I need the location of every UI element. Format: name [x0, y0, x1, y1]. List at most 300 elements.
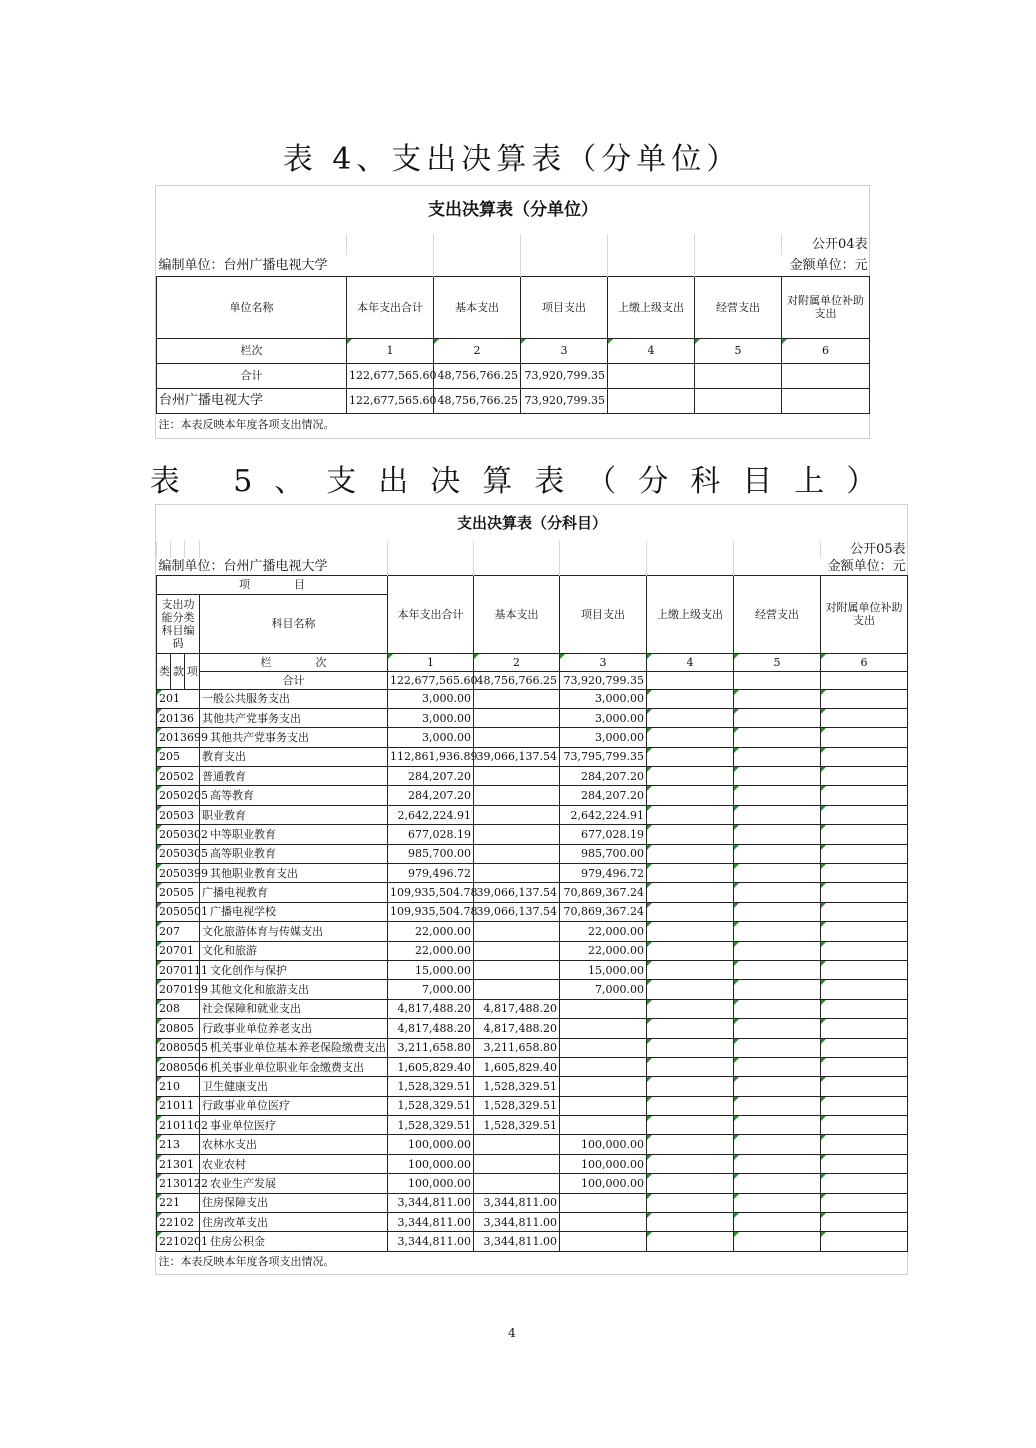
- row-code: 2070111: [157, 960, 200, 979]
- row-basic: [474, 844, 560, 863]
- table5-index-cell: 2: [474, 653, 560, 671]
- row-basic: [474, 922, 560, 941]
- row-business: [734, 767, 821, 786]
- table-row: [157, 805, 908, 824]
- table4-row-total: 122,677,565.60: [347, 388, 434, 413]
- row-project: [560, 1232, 647, 1251]
- table-row: [157, 747, 908, 766]
- row-subsidy: [821, 805, 908, 824]
- table5-index-cell: 6: [821, 653, 908, 671]
- row-business: [734, 805, 821, 824]
- row-upper: [647, 902, 734, 921]
- row-business: [734, 864, 821, 883]
- row-upper: [647, 1019, 734, 1038]
- table-row: [157, 363, 870, 388]
- row-name: 农业农村: [200, 1154, 388, 1173]
- table-row: [157, 883, 908, 902]
- row-project: [560, 1213, 647, 1232]
- table5-header-business: 经营支出: [734, 575, 821, 653]
- row-business: [734, 1038, 821, 1057]
- row-code: 2101102: [157, 1116, 200, 1135]
- table5-header-kuan: 款: [171, 653, 185, 689]
- row-business: [734, 786, 821, 805]
- table5-header-upper: 上缴上级支出: [647, 575, 734, 653]
- row-name: 中等职业教育: [200, 825, 388, 844]
- row-upper: [647, 1077, 734, 1096]
- row-name: 行政事业单位医疗: [200, 1096, 388, 1115]
- row-project: 100,000.00: [560, 1174, 647, 1193]
- row-project: 985,700.00: [560, 844, 647, 863]
- row-upper: [647, 689, 734, 708]
- table-row: [157, 1019, 908, 1038]
- row-business: [734, 1232, 821, 1251]
- table-row: [157, 388, 870, 413]
- row-name: 文化创作与保护: [200, 960, 388, 979]
- row-basic: [474, 689, 560, 708]
- row-basic: 3,344,811.00: [474, 1213, 560, 1232]
- page-number: 4: [508, 1326, 516, 1340]
- table-row: [157, 1213, 908, 1232]
- row-total: 3,211,658.80: [388, 1038, 474, 1057]
- row-basic: 39,066,137.54: [474, 883, 560, 902]
- row-name: 住房保障支出: [200, 1193, 388, 1212]
- table-row: [157, 1154, 908, 1173]
- row-name: 机关事业单位基本养老保险缴费支出: [200, 1038, 388, 1057]
- row-subsidy: [821, 844, 908, 863]
- row-upper: [647, 1038, 734, 1057]
- row-business: [734, 1019, 821, 1038]
- row-basic: [474, 825, 560, 844]
- table5-header-code: 支出功能分类科目编码: [157, 594, 200, 653]
- table-row: [157, 786, 908, 805]
- row-basic: 3,211,658.80: [474, 1038, 560, 1057]
- table4-heading: 表 4、支出决算表（分单位）: [282, 142, 742, 177]
- row-total: 15,000.00: [388, 960, 474, 979]
- row-project: 73,795,799.35: [560, 747, 647, 766]
- row-subsidy: [821, 708, 908, 727]
- row-basic: [474, 941, 560, 960]
- row-code: 2080506: [157, 1057, 200, 1076]
- table5-header-basic: 基本支出: [474, 575, 560, 653]
- row-subsidy: [821, 825, 908, 844]
- row-project: 7,000.00: [560, 980, 647, 999]
- row-project: [560, 1116, 647, 1135]
- table-row: [157, 1135, 908, 1154]
- row-project: [560, 1096, 647, 1115]
- table4-code: 公开04表: [782, 234, 870, 255]
- row-code: 2013699: [157, 728, 200, 747]
- row-basic: 3,344,811.00: [474, 1232, 560, 1251]
- row-basic: 1,605,829.40: [474, 1057, 560, 1076]
- row-basic: 1,528,329.51: [474, 1116, 560, 1135]
- row-subsidy: [821, 1038, 908, 1057]
- row-total: 1,605,829.40: [388, 1057, 474, 1076]
- row-total: 3,000.00: [388, 728, 474, 747]
- row-code: 20136: [157, 708, 200, 727]
- row-upper: [647, 941, 734, 960]
- row-business: [734, 1077, 821, 1096]
- row-subsidy: [821, 922, 908, 941]
- table5-total-project: 73,920,799.35: [560, 671, 647, 689]
- row-code: 2080505: [157, 1038, 200, 1057]
- table4-row-total: 122,677,565.60: [347, 363, 434, 388]
- row-code: 2050305: [157, 844, 200, 863]
- row-total: 100,000.00: [388, 1174, 474, 1193]
- table5-index-row: [157, 653, 908, 671]
- row-subsidy: [821, 1174, 908, 1193]
- row-name: 一般公共服务支出: [200, 689, 388, 708]
- table5-code: 公开05表: [821, 541, 908, 558]
- row-business: [734, 689, 821, 708]
- row-name: 事业单位医疗: [200, 1116, 388, 1135]
- row-upper: [647, 980, 734, 999]
- row-subsidy: [821, 1213, 908, 1232]
- table4-grid: [156, 186, 870, 435]
- row-total: 112,861,936.89: [388, 747, 474, 766]
- table5-heading: 表 5、支出决算表（分科目上）: [149, 464, 899, 499]
- row-upper: [647, 728, 734, 747]
- row-upper: [647, 960, 734, 979]
- row-total: 1,528,329.51: [388, 1116, 474, 1135]
- row-code: 21301: [157, 1154, 200, 1173]
- row-business: [734, 999, 821, 1018]
- row-upper: [647, 825, 734, 844]
- row-name: 教育支出: [200, 747, 388, 766]
- row-project: 22,000.00: [560, 941, 647, 960]
- row-project: 100,000.00: [560, 1135, 647, 1154]
- row-upper: [647, 844, 734, 863]
- row-name: 卫生健康支出: [200, 1077, 388, 1096]
- row-business: [734, 980, 821, 999]
- row-project: 284,207.20: [560, 786, 647, 805]
- row-project: 22,000.00: [560, 922, 647, 941]
- table4-index-row: [157, 338, 870, 363]
- table4-sheet: [155, 185, 870, 439]
- row-subsidy: [821, 902, 908, 921]
- row-business: [734, 825, 821, 844]
- row-basic: [474, 960, 560, 979]
- row-name: 广播电视教育: [200, 883, 388, 902]
- row-name: 广播电视学校: [200, 902, 388, 921]
- row-code: 21011: [157, 1096, 200, 1115]
- row-project: [560, 999, 647, 1018]
- table-row: [157, 999, 908, 1018]
- table-row: [157, 864, 908, 883]
- row-project: 3,000.00: [560, 728, 647, 747]
- row-basic: 4,817,488.20: [474, 1019, 560, 1038]
- table4-header-total: 本年支出合计: [347, 276, 434, 338]
- table4-index-cell: 3: [521, 338, 608, 363]
- row-total: 100,000.00: [388, 1154, 474, 1173]
- row-upper: [647, 805, 734, 824]
- row-total: 22,000.00: [388, 941, 474, 960]
- table5-header-xiang: 项: [185, 653, 200, 689]
- row-project: 979,496.72: [560, 864, 647, 883]
- row-upper: [647, 1057, 734, 1076]
- row-business: [734, 941, 821, 960]
- row-code: 213: [157, 1135, 200, 1154]
- row-business: [734, 747, 821, 766]
- table5-unit-label: 编制单位：台州广播电视大学: [158, 558, 328, 574]
- table-row: [157, 922, 908, 941]
- row-subsidy: [821, 864, 908, 883]
- row-subsidy: [821, 1057, 908, 1076]
- row-total: 4,817,488.20: [388, 1019, 474, 1038]
- table-row: [157, 1057, 908, 1076]
- row-name: 职业教育: [200, 805, 388, 824]
- table5-note: 注：本表反映本年度各项支出情况。: [158, 1255, 335, 1269]
- row-total: 3,344,811.00: [388, 1232, 474, 1251]
- row-upper: [647, 1116, 734, 1135]
- row-total: 109,935,504.78: [388, 902, 474, 921]
- row-business: [734, 902, 821, 921]
- table4-index-label: 栏次: [157, 338, 347, 363]
- row-name: 机关事业单位职业年金缴费支出: [200, 1057, 388, 1076]
- row-code: 205: [157, 747, 200, 766]
- table5-total-label: 合计: [200, 671, 388, 689]
- row-name: 住房改革支出: [200, 1213, 388, 1232]
- table-row: [157, 1232, 908, 1251]
- table-row: [157, 960, 908, 979]
- row-business: [734, 1174, 821, 1193]
- row-subsidy: [821, 883, 908, 902]
- table-row: [157, 728, 908, 747]
- row-business: [734, 708, 821, 727]
- row-business: [734, 922, 821, 941]
- row-upper: [647, 864, 734, 883]
- table-row: [157, 1116, 908, 1135]
- row-business: [734, 728, 821, 747]
- row-project: 3,000.00: [560, 689, 647, 708]
- table4-index-cell: 5: [695, 338, 782, 363]
- table4-index-cell: 1: [347, 338, 434, 363]
- row-name: 普通教育: [200, 767, 388, 786]
- table4-row-basic: 48,756,766.25: [434, 388, 521, 413]
- row-basic: 4,817,488.20: [474, 999, 560, 1018]
- row-project: 15,000.00: [560, 960, 647, 979]
- table5-index-label: 栏 次: [200, 653, 388, 671]
- row-name: 其他文化和旅游支出: [200, 980, 388, 999]
- table4-amount-unit: 金额单位：元: [789, 257, 868, 273]
- row-name: 住房公积金: [200, 1232, 388, 1251]
- row-name: 农林水支出: [200, 1135, 388, 1154]
- row-project: [560, 1019, 647, 1038]
- row-name: 其他共产党事务支出: [200, 728, 388, 747]
- row-basic: [474, 786, 560, 805]
- row-total: 100,000.00: [388, 1135, 474, 1154]
- row-subsidy: [821, 941, 908, 960]
- row-subsidy: [821, 689, 908, 708]
- row-name: 高等教育: [200, 786, 388, 805]
- row-total: 3,344,811.00: [388, 1193, 474, 1212]
- row-upper: [647, 767, 734, 786]
- row-project: [560, 1038, 647, 1057]
- row-upper: [647, 1193, 734, 1212]
- row-subsidy: [821, 1193, 908, 1212]
- row-code: 2050501: [157, 902, 200, 921]
- row-upper: [647, 1232, 734, 1251]
- table4-header-basic: 基本支出: [434, 276, 521, 338]
- table4-header-row: [157, 276, 870, 338]
- row-project: 2,642,224.91: [560, 805, 647, 824]
- table-row: [157, 708, 908, 727]
- row-code: 207: [157, 922, 200, 941]
- row-basic: [474, 767, 560, 786]
- row-subsidy: [821, 747, 908, 766]
- row-project: 70,869,367.24: [560, 883, 647, 902]
- row-code: 20503: [157, 805, 200, 824]
- row-business: [734, 1116, 821, 1135]
- table5-header-project-exp: 项目支出: [560, 575, 647, 653]
- row-basic: 39,066,137.54: [474, 902, 560, 921]
- row-name: 文化和旅游: [200, 941, 388, 960]
- row-subsidy: [821, 1077, 908, 1096]
- row-code: 221: [157, 1193, 200, 1212]
- row-upper: [647, 922, 734, 941]
- table5-index-cell: 1: [388, 653, 474, 671]
- table5-total-total: 122,677,565.60: [388, 671, 474, 689]
- row-total: 22,000.00: [388, 922, 474, 941]
- row-business: [734, 1193, 821, 1212]
- row-subsidy: [821, 1019, 908, 1038]
- row-upper: [647, 1154, 734, 1173]
- table4-row-basic: 48,756,766.25: [434, 363, 521, 388]
- table4-row-project: 73,920,799.35: [521, 363, 608, 388]
- table-row: [157, 1038, 908, 1057]
- table5-sheet: [155, 504, 908, 1275]
- row-business: [734, 1154, 821, 1173]
- row-upper: [647, 883, 734, 902]
- table4-row-project: 73,920,799.35: [521, 388, 608, 413]
- table4-header-business: 经营支出: [695, 276, 782, 338]
- row-basic: 3,344,811.00: [474, 1193, 560, 1212]
- row-code: 20505: [157, 883, 200, 902]
- row-code: 2130122: [157, 1174, 200, 1193]
- row-total: 3,000.00: [388, 708, 474, 727]
- table-row: [157, 844, 908, 863]
- row-subsidy: [821, 1135, 908, 1154]
- row-business: [734, 1135, 821, 1154]
- row-total: 3,344,811.00: [388, 1213, 474, 1232]
- row-subsidy: [821, 1116, 908, 1135]
- row-total: 985,700.00: [388, 844, 474, 863]
- row-basic: [474, 980, 560, 999]
- row-project: [560, 1057, 647, 1076]
- row-upper: [647, 1096, 734, 1115]
- table5-header-name: 科目名称: [200, 594, 388, 653]
- row-basic: [474, 1174, 560, 1193]
- row-subsidy: [821, 786, 908, 805]
- table5-header-lei: 类: [157, 653, 171, 689]
- row-name: 高等职业教育: [200, 844, 388, 863]
- row-upper: [647, 1174, 734, 1193]
- row-name: 文化旅游体育与传媒支出: [200, 922, 388, 941]
- table-row: [157, 689, 908, 708]
- row-total: 4,817,488.20: [388, 999, 474, 1018]
- row-code: 20701: [157, 941, 200, 960]
- table4-unit-label: 编制单位：台州广播电视大学: [158, 257, 328, 273]
- row-basic: [474, 708, 560, 727]
- row-name: 其他共产党事务支出: [200, 708, 388, 727]
- row-name: 社会保障和就业支出: [200, 999, 388, 1018]
- row-basic: [474, 1154, 560, 1173]
- row-basic: 1,528,329.51: [474, 1077, 560, 1096]
- row-business: [734, 1213, 821, 1232]
- row-basic: 1,528,329.51: [474, 1096, 560, 1115]
- table-row: [157, 941, 908, 960]
- row-business: [734, 1096, 821, 1115]
- row-basic: [474, 805, 560, 824]
- row-project: [560, 1193, 647, 1212]
- table-row: [157, 980, 908, 999]
- row-basic: 39,066,137.54: [474, 747, 560, 766]
- table5-total-row: [157, 671, 908, 689]
- table5-header-subsidy: 对附属单位补助支出: [821, 575, 908, 653]
- row-code: 2050205: [157, 786, 200, 805]
- row-business: [734, 883, 821, 902]
- row-total: 677,028.19: [388, 825, 474, 844]
- row-business: [734, 844, 821, 863]
- table5-grid: [156, 505, 908, 1271]
- row-upper: [647, 1135, 734, 1154]
- row-code: 22102: [157, 1213, 200, 1232]
- row-total: 3,000.00: [388, 689, 474, 708]
- row-total: 1,528,329.51: [388, 1077, 474, 1096]
- table4-note: 注：本表反映本年度各项支出情况。: [158, 417, 335, 431]
- row-basic: [474, 728, 560, 747]
- row-project: 70,869,367.24: [560, 902, 647, 921]
- table5-index-cell: 3: [560, 653, 647, 671]
- row-subsidy: [821, 728, 908, 747]
- row-project: [560, 1077, 647, 1096]
- table4-index-cell: 2: [434, 338, 521, 363]
- table5-amount-unit: 金额单位：元: [827, 558, 906, 574]
- table4-row-name: 台州广播电视大学: [157, 388, 347, 413]
- row-subsidy: [821, 960, 908, 979]
- row-code: 208: [157, 999, 200, 1018]
- row-project: 677,028.19: [560, 825, 647, 844]
- table5-title: 支出决算表（分科目）: [457, 513, 608, 532]
- row-total: 2,642,224.91: [388, 805, 474, 824]
- row-upper: [647, 999, 734, 1018]
- row-code: 201: [157, 689, 200, 708]
- row-name: 其他职业教育支出: [200, 864, 388, 883]
- row-basic: [474, 1135, 560, 1154]
- row-upper: [647, 786, 734, 805]
- table5-body: [157, 689, 908, 1251]
- table5-total-basic: 48,756,766.25: [474, 671, 560, 689]
- row-code: 210: [157, 1077, 200, 1096]
- row-project: 284,207.20: [560, 767, 647, 786]
- row-business: [734, 960, 821, 979]
- row-subsidy: [821, 767, 908, 786]
- table-row: [157, 1193, 908, 1212]
- table4-header-subsidy: 对附属单位补助支出: [782, 276, 870, 338]
- row-code: 2050302: [157, 825, 200, 844]
- table4-index-cell: 4: [608, 338, 695, 363]
- table-row: [157, 1174, 908, 1193]
- table5-header-project: 项 目: [157, 575, 388, 594]
- table4-header-project: 项目支出: [521, 276, 608, 338]
- row-subsidy: [821, 1154, 908, 1173]
- row-code: 20502: [157, 767, 200, 786]
- row-code: 2070199: [157, 980, 200, 999]
- table5-header-total: 本年支出合计: [388, 575, 474, 653]
- table5-index-cell: 5: [734, 653, 821, 671]
- table5-index-cell: 4: [647, 653, 734, 671]
- row-project: 100,000.00: [560, 1154, 647, 1173]
- table4-title: 支出决算表（分单位）: [428, 199, 599, 220]
